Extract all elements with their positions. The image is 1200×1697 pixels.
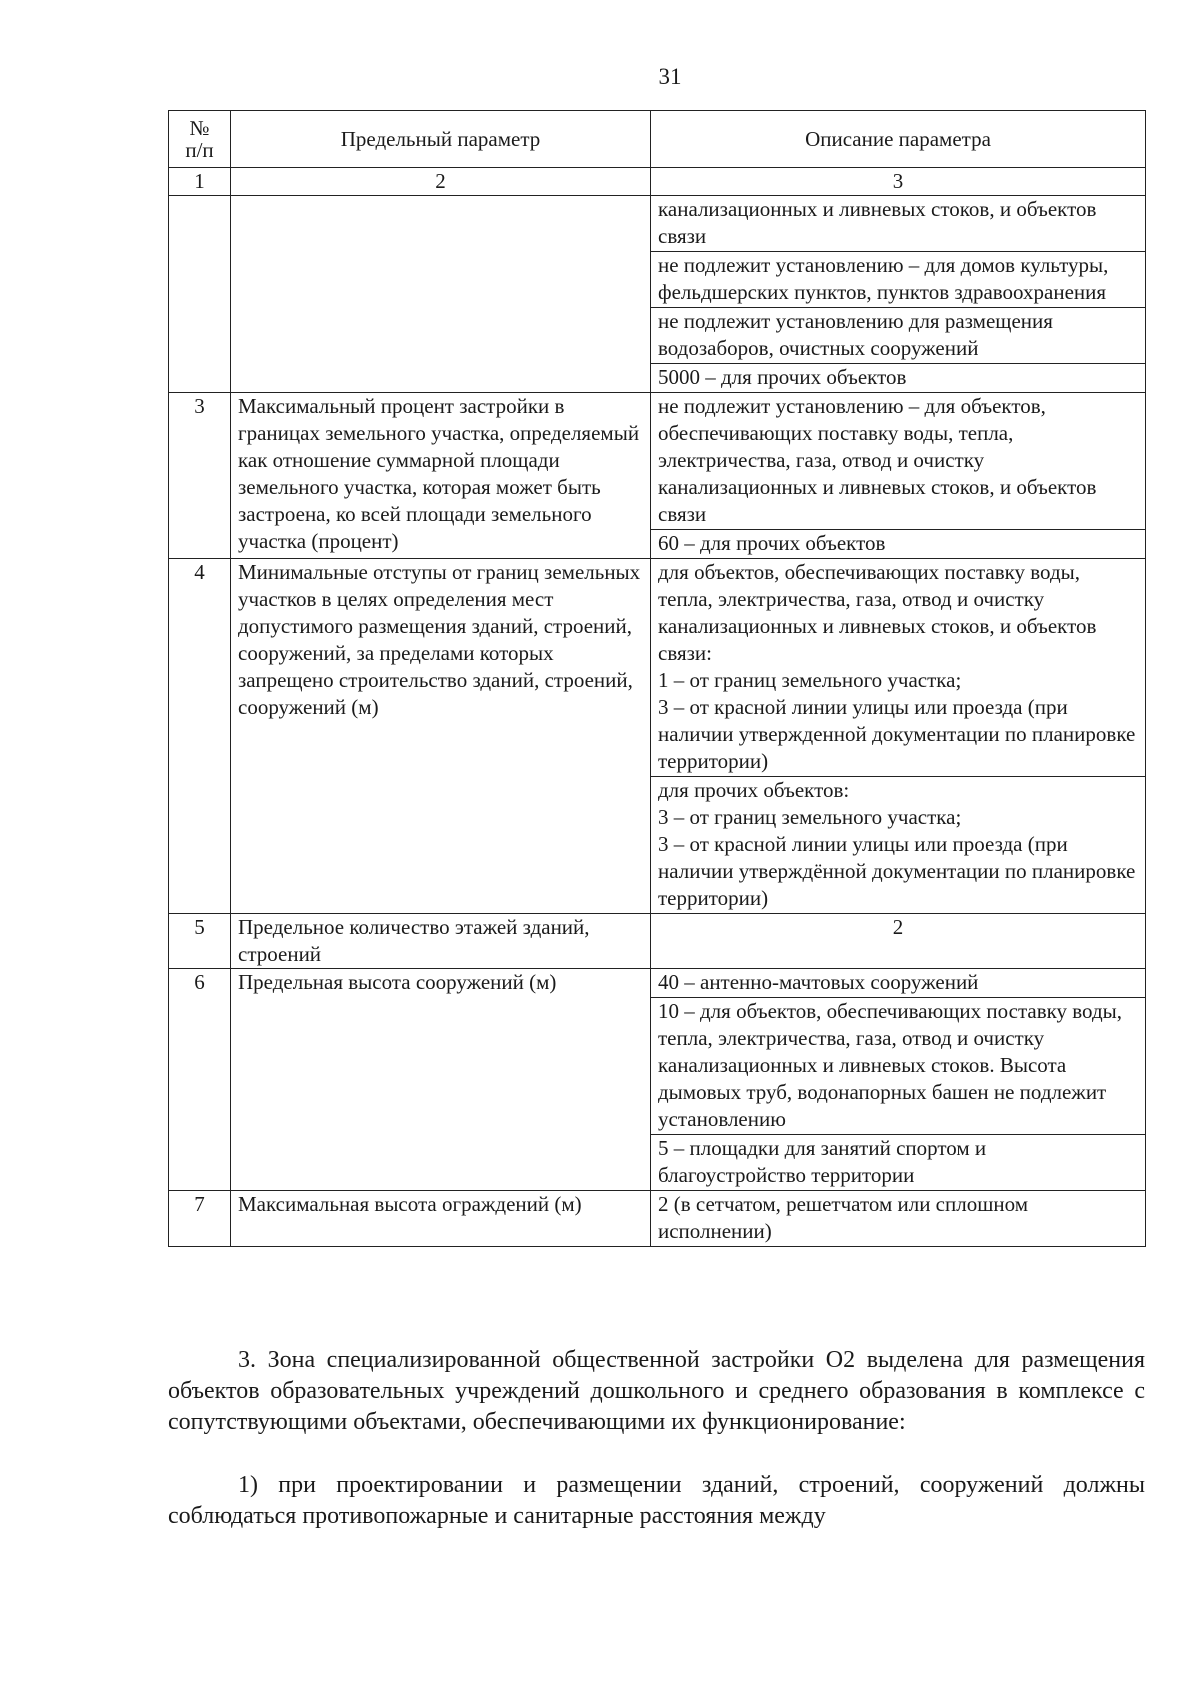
index-cell: 1 — [169, 168, 231, 196]
description-cell: 10 – для объектов, обеспечивающих поставку воды, тепла, электричества, газа, отвод и очистку канализационных и ливневых стоков. Высота дымовых труб, водонапорных башен не подлежит установлению — [651, 998, 1146, 1135]
description-cell: 60 – для прочих объектов — [651, 530, 1146, 559]
description-cell: 40 – антенно-мачтовых сооружений — [651, 969, 1146, 998]
row-number-cell: 5 — [169, 914, 231, 969]
description-cell: 2 (в сетчатом, решетчатом или сплошном исполнении) — [651, 1191, 1146, 1247]
paragraph-item-1: 1) при проектировании и размещении зданий, строений, сооружений должны соблюдаться противопожарные и санитарные расстояния между — [168, 1472, 1145, 1529]
index-cell: 2 — [231, 168, 651, 196]
header-parameter: Предельный параметр — [231, 111, 651, 168]
table-row — [169, 196, 1146, 252]
parameter-cell: Предельное количество этажей зданий, строений — [231, 914, 651, 969]
table-row — [169, 559, 1146, 777]
row-number-cell: 6 — [169, 969, 231, 1191]
parameter-cell: Минимальные отступы от границ земельных участков в целях определения мест допустимого размещения зданий, строений, сооружений, за пределами которых запрещено строительство зданий, строений, сооружений (м) — [231, 559, 651, 914]
description-cell: 2 — [651, 914, 1146, 969]
table-row — [169, 1191, 1146, 1247]
row-number-cell: 7 — [169, 1191, 231, 1247]
description-cell: не подлежит установлению – для объектов, обеспечивающих поставку воды, тепла, электричества, газа, отвод и очистку канализационных и ливневых стоков, и объектов связи — [651, 393, 1146, 530]
parameter-cell — [231, 196, 651, 393]
parameter-cell: Максимальная высота ограждений (м) — [231, 1191, 651, 1247]
description-cell: канализационных и ливневых стоков, и объектов связи — [651, 196, 1146, 252]
table-row — [169, 393, 1146, 530]
index-cell: 3 — [651, 168, 1146, 196]
description-cell: для прочих объектов: 3 – от границ земельного участка; 3 – от красной линии улицы или проезда (при наличии утверждённой документации по планировке территории) — [651, 777, 1146, 914]
page-number: 31 — [658, 64, 682, 89]
paragraph-zone-o2: 3. Зона специализированной общественной застройки О2 выделена для размещения объектов образовательных учреждений дошкольного и среднего образования в комплексе с сопутствующими объектами, обеспечивающими их функционирование: — [168, 1347, 1145, 1435]
description-cell: для объектов, обеспечивающих поставку воды, тепла, электричества, газа, отвод и очистку канализационных и ливневых стоков, и объектов связи: 1 – от границ земельного участка; 3 – от красной линии улицы или проезда (при наличии утвержденной документации по планировке территории) — [651, 559, 1146, 777]
table-index-row — [169, 168, 1146, 196]
row-number-cell — [169, 196, 231, 393]
parameter-cell: Максимальный процент застройки в границах земельного участка, определяемый как отношение суммарной площади земельного участка, которая может быть застроена, ко всей площади земельного участка (процент) — [231, 393, 651, 559]
parameters-table — [168, 110, 1146, 1247]
parameter-cell: Предельная высота сооружений (м) — [231, 969, 651, 1191]
header-number-symbol: № — [189, 116, 210, 140]
row-number-cell: 3 — [169, 393, 231, 559]
description-cell: не подлежит установлению – для домов культуры, фельдшерских пунктов, пунктов здравоохранения — [651, 252, 1146, 308]
table-body — [169, 196, 1146, 1247]
table-header-row — [169, 111, 1146, 168]
header-number-abbr: п/п — [185, 138, 214, 162]
table-row — [169, 969, 1146, 998]
row-number-cell: 4 — [169, 559, 231, 914]
description-cell: 5000 – для прочих объектов — [651, 364, 1146, 393]
header-number — [169, 111, 231, 168]
table-row — [169, 914, 1146, 969]
description-cell: 5 – площадки для занятий спортом и благоустройство территории — [651, 1135, 1146, 1191]
header-description: Описание параметра — [651, 111, 1146, 168]
description-cell: не подлежит установлению для размещения водозаборов, очистных сооружений — [651, 308, 1146, 364]
